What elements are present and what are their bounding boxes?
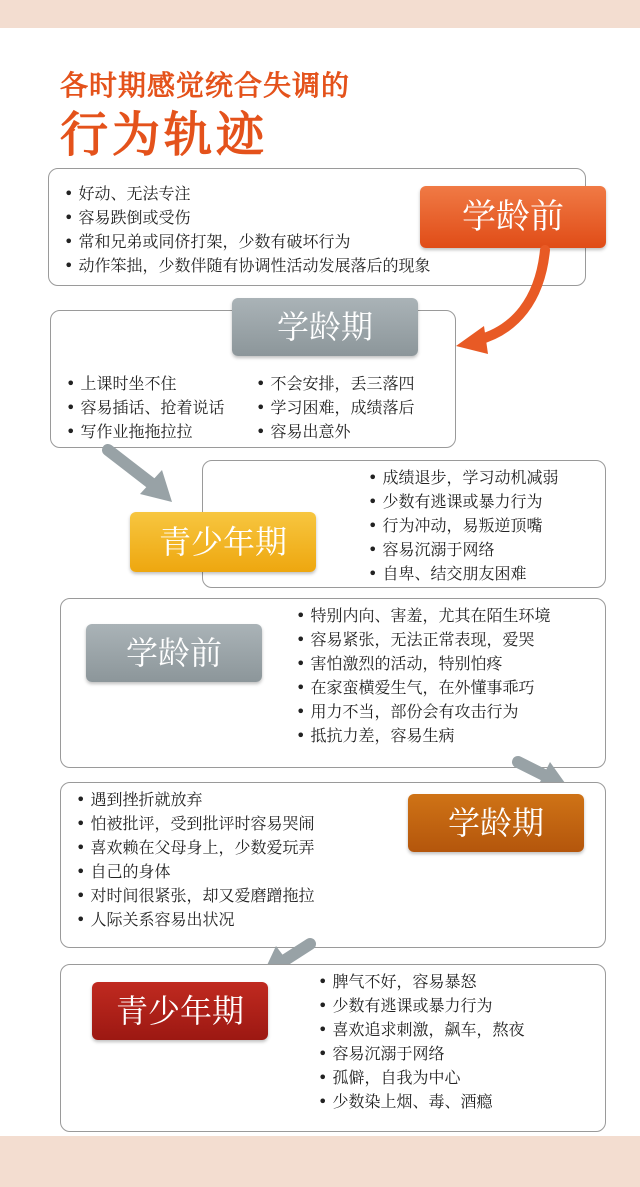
list-item: • 人际关系容易出状况	[76, 908, 314, 932]
list-item: • 少数有逃课或暴力行为	[318, 994, 524, 1018]
list-item: • 容易出意外	[256, 420, 414, 444]
list-item: • 动作笨拙，少数伴随有协调性活动发展落后的现象	[64, 254, 430, 278]
list-item: • 行为冲动，易叛逆顶嘴	[368, 514, 558, 538]
title-line-2: 行为轨迹	[60, 107, 269, 163]
list-item: • 自己的身体	[76, 860, 314, 884]
list-item: • 好动、无法专注	[64, 182, 430, 206]
list-item: • 遇到挫折就放弃	[76, 788, 314, 812]
list-item: • 容易紧张，无法正常表现，爱哭	[296, 628, 550, 652]
title-line-1: 各时期感觉统合失调的	[60, 69, 351, 102]
section-4-list	[296, 604, 550, 748]
list-item: • 喜欢追求刺激，飙车，熬夜	[318, 1018, 524, 1042]
list-item: • 用力不当，部份会有攻击行为	[296, 700, 550, 724]
list-item: • 常和兄弟或同侪打架，少数有破坏行为	[64, 230, 430, 254]
stage-label-preschool-1: 学龄前	[420, 186, 606, 248]
stage-label-teen-2: 青少年期	[92, 982, 268, 1040]
list-item: • 写作业拖拖拉拉	[66, 420, 224, 444]
list-item: • 害怕激烈的活动，特别怕疼	[296, 652, 550, 676]
list-item: • 学习困难，成绩落后	[256, 396, 414, 420]
list-item: • 自卑、结交朋友困难	[368, 562, 558, 586]
list-item: • 对时间很紧张，却又爱磨蹭拖拉	[76, 884, 314, 908]
list-item: • 容易跌倒或受伤	[64, 206, 430, 230]
section-5-list	[76, 788, 314, 932]
stage-label-school-2: 学龄期	[408, 794, 584, 852]
list-item: • 抵抗力差，容易生病	[296, 724, 550, 748]
stage-label-teen-1: 青少年期	[130, 512, 316, 572]
list-item: • 成绩退步，学习动机减弱	[368, 466, 558, 490]
list-item: • 不会安排，丢三落四	[256, 372, 414, 396]
list-item: • 少数有逃课或暴力行为	[368, 490, 558, 514]
list-item: • 容易沉溺于网络	[318, 1042, 524, 1066]
list-item: • 上课时坐不住	[66, 372, 224, 396]
list-item: • 孤僻，自我为中心	[318, 1066, 524, 1090]
list-item: • 怕被批评，受到批评时容易哭闹	[76, 812, 314, 836]
list-item: • 特别内向、害羞，尤其在陌生环境	[296, 604, 550, 628]
section-2-list-right	[256, 372, 414, 444]
section-6-list	[318, 970, 524, 1114]
list-item: • 喜欢赖在父母身上，少数爱玩弄	[76, 836, 314, 860]
stage-label-school-1: 学龄期	[232, 298, 418, 356]
list-item: • 容易沉溺于网络	[368, 538, 558, 562]
list-item: • 在家蛮横爱生气，在外懂事乖巧	[296, 676, 550, 700]
section-2-list-left	[66, 372, 224, 444]
list-item: • 脾气不好，容易暴怒	[318, 970, 524, 994]
section-1-list	[64, 182, 430, 278]
list-item: • 少数染上烟、毒、酒瘾	[318, 1090, 524, 1114]
list-item: • 容易插话、抢着说话	[66, 396, 224, 420]
stage-label-preschool-2: 学龄前	[86, 624, 262, 682]
section-3-list	[368, 466, 558, 586]
